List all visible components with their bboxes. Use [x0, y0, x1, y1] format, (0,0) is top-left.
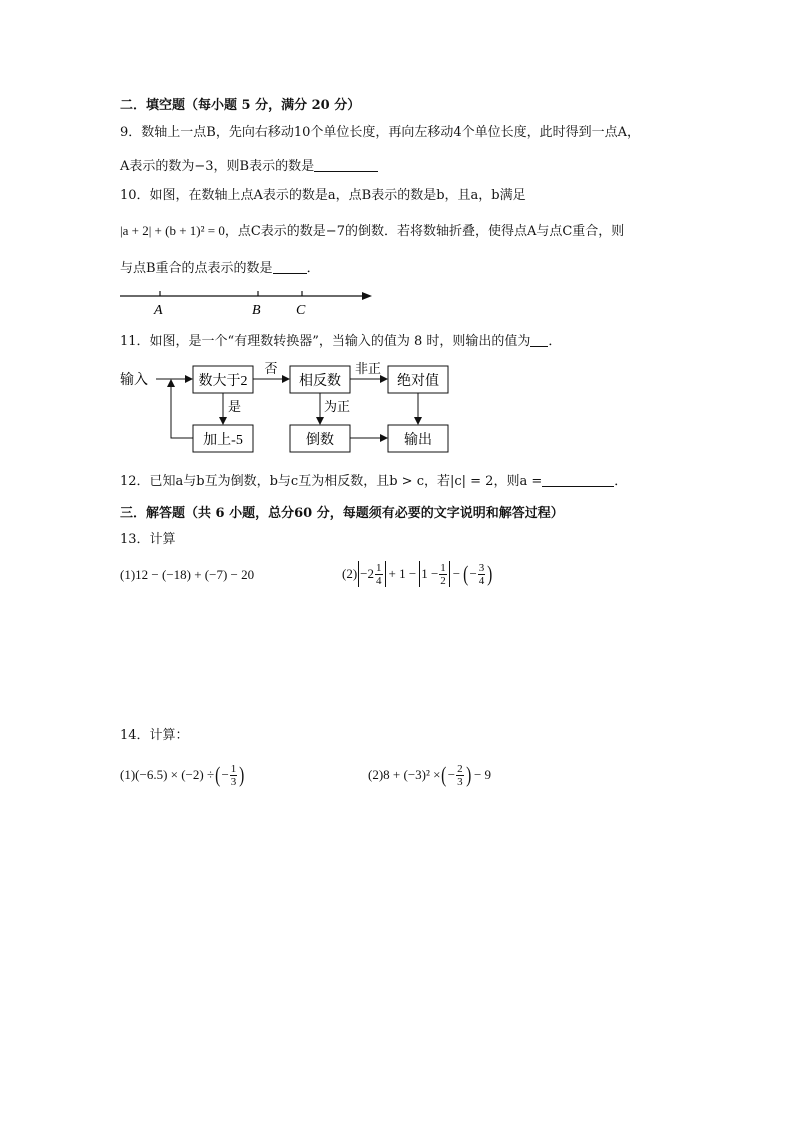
- q13-p2-frac1: $\frac{1}{4}$: [376, 561, 382, 587]
- flow-box-add-minus-5-label: 加上-5: [203, 433, 243, 448]
- q9-line2-text: A表示的数为−3，则B表示的数是: [120, 159, 315, 174]
- q13-p2-mid: + 1 −: [388, 566, 417, 581]
- q13-p2-int1: −2: [360, 566, 375, 581]
- q13-p2-minus: −: [452, 566, 461, 581]
- q14-p2-inner: −: [447, 767, 456, 782]
- q10-line1: 10．如图，在数轴上点A表示的数是a，点B表示的数是b，且a，b满足: [120, 188, 526, 203]
- q14-p2-frac: $\frac{2}{3}$: [457, 762, 463, 788]
- q14-p2-prefix: (2)8 + (−3)² ×: [368, 767, 441, 782]
- q13-p2-int2: 1 −: [421, 566, 439, 581]
- q12-line1-end: ．: [614, 474, 628, 489]
- q11-line1: [120, 332, 561, 351]
- q11-line1-text: 11．如图，是一个“有理数转换器”，当输入的值为 8 时，则输出的值为: [120, 334, 531, 349]
- q10-line2-text: ，点C表示的数是−7的倒数．若将数轴折叠，使得点A与点C重合，则: [224, 224, 625, 239]
- q10-line3: [120, 259, 320, 278]
- q9-line1: 9．数轴上一点B，先向右移动10个单位长度，再向左移动4个单位长度，此时得到一点A，: [120, 125, 641, 140]
- q10-line2: [120, 222, 624, 241]
- q10-line3-text: 与点B重合的点表示的数是: [120, 261, 273, 276]
- flow-box-opposite-label: 相反数: [299, 374, 341, 389]
- flow-yes-label: 是: [228, 399, 242, 414]
- q9-line2: [120, 157, 378, 176]
- q13-p2-frac2: $\frac{1}{2}$: [440, 561, 446, 587]
- flow-box-reciprocal-label: 倒数: [306, 433, 334, 448]
- point-c-label: C: [296, 303, 306, 317]
- q14-p2-suffix: − 9: [473, 767, 492, 782]
- flow-is-positive-label: 为正: [324, 399, 351, 414]
- q12-line1-text: 12．已知a与b互为倒数，b与c互为相反数，且b > c，若|c| = 2，则a =: [120, 474, 543, 489]
- q11-line1-end: ．: [548, 334, 562, 349]
- point-a-label: A: [154, 303, 163, 317]
- flowchart: [118, 358, 458, 458]
- q14-p1-inner: −: [221, 767, 229, 782]
- q14-p1-prefix: (1)(−6.5) × (−2) ÷: [120, 767, 215, 782]
- q9-answer-blank[interactable]: [314, 157, 378, 172]
- q12-line1: [120, 472, 627, 491]
- flow-no-label: 否: [264, 361, 278, 376]
- flow-box-greater-than-2-label: 数大于2: [198, 374, 248, 389]
- point-b-label: B: [252, 303, 261, 317]
- section-3-title: 三．解答题（共 6 小题，总分60 分，每题须有必要的文字说明和解答过程）: [120, 506, 564, 521]
- q13-p2-inner: −: [469, 566, 477, 581]
- flow-input-label: 输入: [120, 373, 148, 388]
- q14-title: 14．计算：: [120, 728, 189, 743]
- q13-part1: (1)12 − (−18) + (−7) − 20: [120, 567, 255, 582]
- q10-answer-blank[interactable]: [273, 259, 307, 274]
- q13-p2-frac3: $\frac{3}{4}$: [478, 561, 485, 587]
- q10-condition: |a + 2| + (b + 1)² = 0: [120, 223, 225, 238]
- section-2-title: 二．填空题（每小题 5 分，满分 20 分）: [120, 98, 361, 113]
- q14-p1-frac: $\frac{1}{3}$: [230, 762, 237, 788]
- q13-p2-prefix: (2): [342, 566, 358, 581]
- q14-part2: (2)8 + (−3)² × ( − $\frac{2}{3}$ ) − 9: [368, 757, 491, 793]
- number-line: [118, 287, 378, 317]
- flow-box-absolute-label: 绝对值: [397, 374, 439, 389]
- q10-line3-end: ．: [306, 261, 320, 276]
- flow-box-output-label: 输出: [404, 433, 432, 448]
- q13-title: 13．计算: [120, 532, 176, 547]
- q13-part2: (2) −2 $\frac{1}{4}$ + 1 − 1 − $\frac{1}{2}$ − ( − $\frac{3}{4}$ ): [342, 556, 494, 592]
- q11-answer-blank[interactable]: [530, 332, 548, 347]
- q12-answer-blank[interactable]: [542, 472, 614, 487]
- flow-not-positive-label: 非正: [354, 361, 382, 376]
- q14-part1: (1)(−6.5) × (−2) ÷ ( − $\frac{1}{3}$ ): [120, 757, 246, 793]
